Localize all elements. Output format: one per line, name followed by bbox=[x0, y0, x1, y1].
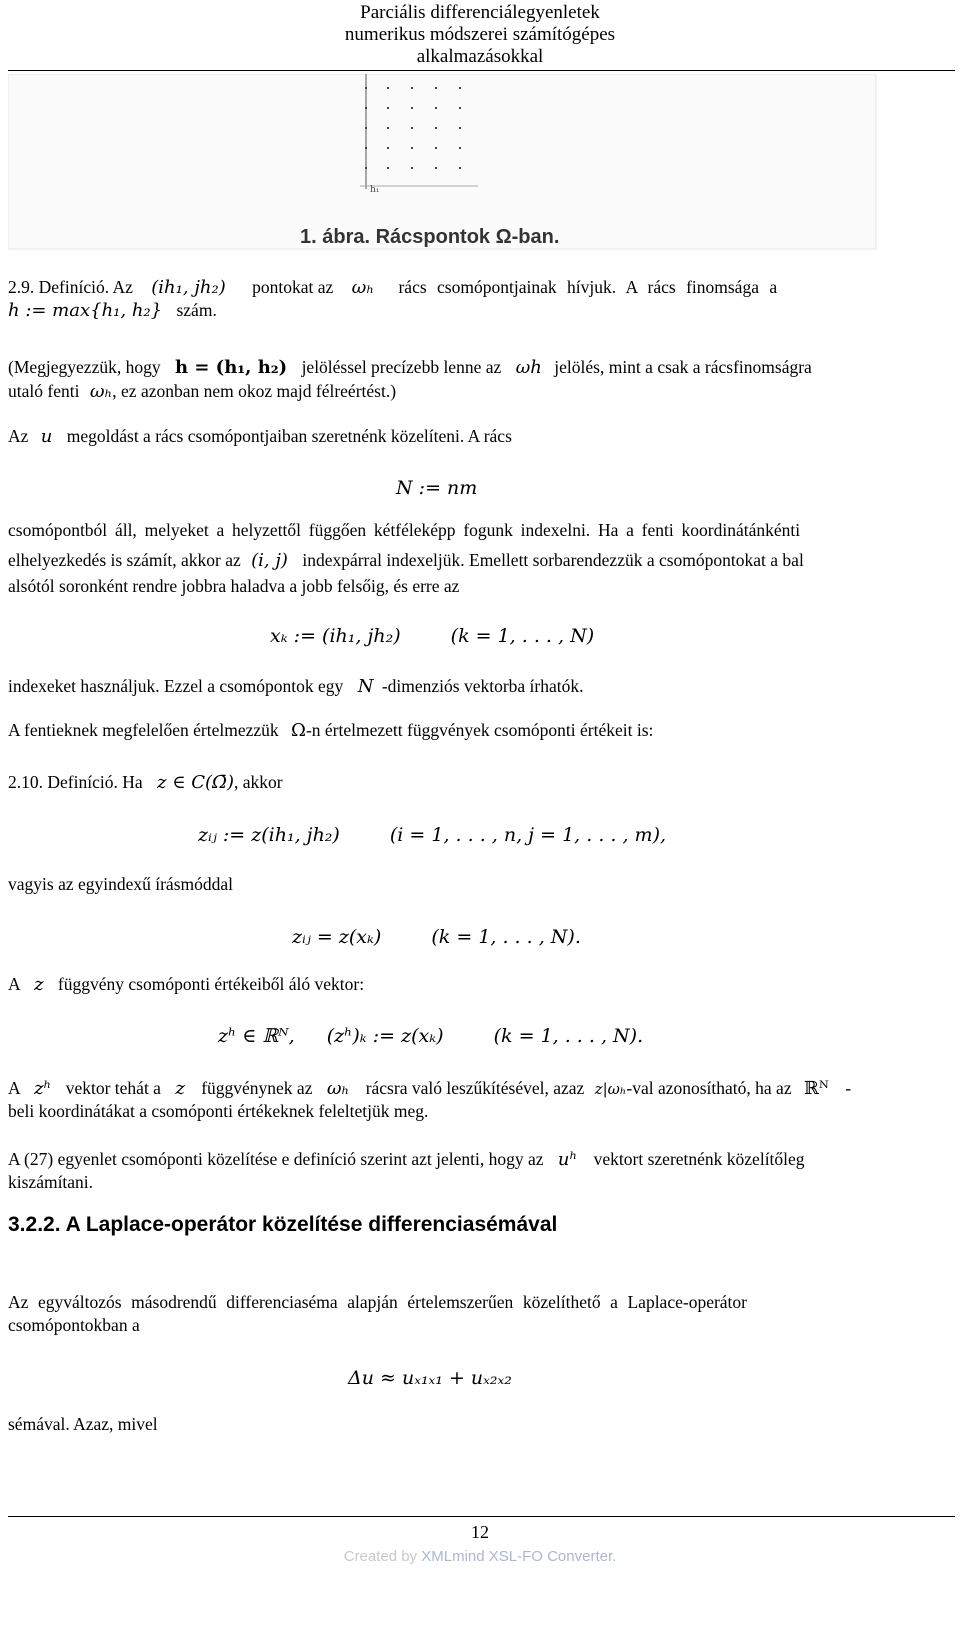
para-27-text2: vektort szeretnénk közelítőleg bbox=[593, 1149, 805, 1169]
remark-formula-h: h = (h₁, h₂) bbox=[174, 357, 288, 378]
def29-text4: szám. bbox=[176, 300, 217, 320]
equation-laplace: Δu ≈ uₓ₁ₓ₁ + uₓ₂ₓ₂ bbox=[348, 1367, 512, 1389]
para-nodes-text2a: elhelyezkedés is számít, akkor az bbox=[8, 550, 241, 570]
grid-point bbox=[365, 127, 367, 129]
grid-point bbox=[411, 107, 413, 109]
para-identify-line1 bbox=[8, 1077, 851, 1100]
para-vagyis: vagyis az egyindexű írásmóddal bbox=[8, 874, 234, 894]
footer-rule bbox=[8, 1516, 955, 1517]
equation-zij bbox=[198, 823, 666, 847]
para-nodes-line3: alsótól soronként rendre jobbra haladva a jobb felsőig, és erre az bbox=[8, 576, 460, 596]
equation-n: N := nm bbox=[396, 477, 478, 499]
para-omega-text2: -n értelmezett függvények csomóponti értékeit is: bbox=[305, 720, 654, 740]
equation-zk-lhs: zᵢⱼ = z(xₖ) bbox=[292, 926, 382, 948]
para-identify-text3: függvénynek az bbox=[201, 1078, 313, 1098]
header-title-line2: numerikus módszerei számítógépes bbox=[344, 24, 616, 45]
para-u-text2: megoldást a rács csomópontjaiban szeretnénk közelíteni. A rács bbox=[66, 426, 512, 446]
svg-text:h₁: h₁ bbox=[370, 185, 380, 195]
para-omega-formula: Ω bbox=[291, 720, 306, 741]
para-identify-text6: - bbox=[845, 1078, 852, 1098]
equation-xk-rhs: (k = 1, . . . , N) bbox=[450, 625, 595, 647]
para-vector-formula: z bbox=[34, 974, 44, 995]
grid-point bbox=[387, 127, 389, 129]
para-identify-text1: A bbox=[8, 1078, 20, 1098]
def29-text3: rács csomópontjainak hívjuk. A rács finomsága a bbox=[398, 277, 778, 297]
para-identify-line2: beli koordinátákat a csomóponti értékeknek feleltetjük meg. bbox=[8, 1101, 429, 1121]
grid-point bbox=[459, 167, 461, 169]
header-rule bbox=[8, 70, 955, 71]
para-omega-text1: A fentieknek megfelelően értelmezzük bbox=[8, 720, 279, 740]
def29-text2: pontokat az bbox=[252, 277, 334, 297]
para-nodes-line1: csomópontból áll, melyeket a helyzettől függően kétféleképp fogunk indexelni. Ha a fenti koordinátánkénti bbox=[8, 520, 801, 540]
equation-xk-lhs: xₖ := (ih₁, jh₂) bbox=[270, 625, 401, 647]
para-omega bbox=[8, 719, 653, 742]
para-identify-text2: vektor tehát a bbox=[65, 1078, 161, 1098]
remark-line2 bbox=[8, 380, 396, 403]
footer-credit-brand: XMLmind XSL-FO Converter. bbox=[421, 1548, 617, 1565]
def29-formula-h: h := max{h₁, h₂} bbox=[8, 300, 163, 321]
remark-text3: jelölés, mint a csak a rácsfinomságra bbox=[554, 357, 812, 377]
def29-line2 bbox=[8, 299, 217, 322]
grid-point bbox=[365, 107, 367, 109]
equation-zh bbox=[218, 1024, 643, 1048]
grid-point bbox=[435, 167, 437, 169]
remark-text2: jelöléssel precízebb lenne az bbox=[301, 357, 502, 377]
grid-point bbox=[435, 147, 437, 149]
para-vector-text1: A bbox=[8, 974, 20, 994]
remark-line1 bbox=[8, 356, 812, 379]
grid-point bbox=[365, 147, 367, 149]
header-title-line1: Parciális differenciálegyenletek bbox=[360, 2, 600, 23]
para-u-formula: u bbox=[40, 426, 53, 447]
equation-zk bbox=[292, 925, 581, 949]
para-identify-formula-z: z bbox=[175, 1078, 185, 1099]
grid-point bbox=[387, 147, 389, 149]
def29-formula-omega: ωₕ bbox=[351, 277, 375, 298]
def210-line bbox=[8, 771, 283, 794]
para-schema: sémával. Azaz, mivel bbox=[8, 1414, 158, 1434]
grid-point bbox=[411, 147, 413, 149]
remark-formula-omega: ωₕ bbox=[89, 381, 113, 402]
equation-zij-rhs: (i = 1, . . . , n, j = 1, . . . , m), bbox=[389, 824, 667, 846]
grid-point bbox=[387, 87, 389, 89]
para-index-text1: indexeket használjuk. Ezzel a csomópontok egy bbox=[8, 676, 344, 696]
para-identify-formula-omega: ωₕ bbox=[326, 1078, 350, 1099]
equation-zh-b: (zʰ)ₖ := z(xₖ) bbox=[326, 1025, 444, 1047]
header-title-line3: alkalmazásokkal bbox=[416, 46, 544, 67]
para-identify-text5: -val azonosítható, ha az bbox=[626, 1078, 792, 1098]
para-laplace-line1: Az egyváltozós másodrendű differenciaséma alapján értelemszerűen közelíthető a Laplace-operátor bbox=[8, 1292, 747, 1312]
page-number: 12 bbox=[471, 1522, 489, 1542]
para-u bbox=[8, 425, 512, 448]
def29-line1 bbox=[8, 276, 925, 299]
para-index-formula-n: N bbox=[357, 676, 374, 697]
def29-formula-point: (ih₁, jh₂) bbox=[151, 277, 226, 298]
para-identify-text4: rácsra való leszűkítésével, azaz bbox=[365, 1078, 585, 1098]
def210-text1: 2.10. Definíció. Ha bbox=[8, 772, 143, 792]
grid-point bbox=[411, 167, 413, 169]
grid-point bbox=[365, 167, 367, 169]
grid-point bbox=[365, 87, 367, 89]
para-nodes-text2b: indexpárral indexeljük. Emellett sorbarendezzük a csomópontokat a bal bbox=[302, 550, 804, 570]
section-heading: 3.2.2. A Laplace-operátor közelítése differenciasémával bbox=[8, 1213, 558, 1236]
para-identify-formula-zh: zʰ bbox=[34, 1078, 52, 1099]
para-27-line1 bbox=[8, 1148, 805, 1171]
para-laplace-line2: csomópontokban a bbox=[8, 1315, 140, 1335]
grid-point bbox=[435, 87, 437, 89]
para-vector-text2: függvény csomóponti értékeiből áló vektor: bbox=[57, 974, 365, 994]
equation-xk bbox=[270, 624, 594, 648]
para-identify-formula-rn: ℝᴺ bbox=[803, 1078, 829, 1099]
equation-zij-lhs: zᵢⱼ := z(ih₁, jh₂) bbox=[198, 824, 340, 846]
def29-lead: 2.9. Definíció. Az bbox=[8, 277, 133, 297]
grid-point bbox=[459, 127, 461, 129]
para-27-line2: kiszámítani. bbox=[8, 1172, 94, 1192]
remark-text1: (Megjegyezzük, hogy bbox=[8, 357, 161, 377]
equation-zh-a: zʰ ∈ ℝᴺ, bbox=[218, 1025, 295, 1047]
remark-text4: utaló fenti bbox=[8, 381, 80, 401]
para-index bbox=[8, 675, 584, 698]
grid-point bbox=[435, 107, 437, 109]
equation-zk-rhs: (k = 1, . . . , N). bbox=[431, 926, 581, 948]
grid-point bbox=[459, 107, 461, 109]
grid-point bbox=[459, 147, 461, 149]
grid-point bbox=[411, 87, 413, 89]
grid-point bbox=[387, 167, 389, 169]
para-vector bbox=[8, 973, 364, 996]
para-27-formula: uʰ bbox=[557, 1149, 578, 1170]
grid-point bbox=[435, 127, 437, 129]
para-nodes-line2 bbox=[8, 549, 804, 572]
footer-credit bbox=[0, 1548, 960, 1565]
remark-formula-omega-bold: ωh bbox=[515, 357, 542, 378]
figure-caption: 1. ábra. Rácspontok Ω-ban. bbox=[300, 226, 560, 248]
footer-credit-prefix: Created by bbox=[343, 1548, 418, 1565]
grid-point bbox=[459, 87, 461, 89]
para-27-text1: A (27) egyenlet csomóponti közelítése e definíció szerint azt jelenti, hogy az bbox=[8, 1149, 544, 1169]
equation-zh-c: (k = 1, . . . , N). bbox=[493, 1025, 644, 1047]
para-index-text2: -dimenziós vektorba írhatók. bbox=[381, 676, 584, 696]
def210-text2: , akkor bbox=[234, 772, 283, 792]
grid-point bbox=[411, 127, 413, 129]
remark-text5: , ez azonban nem okoz majd félreértést.) bbox=[112, 381, 397, 401]
para-u-text1: Az bbox=[8, 426, 29, 446]
grid-point bbox=[387, 107, 389, 109]
para-identify-formula-restrict: z|ωₕ bbox=[594, 1080, 627, 1098]
def210-formula: z ∈ C(Ω̄) bbox=[157, 772, 234, 793]
para-nodes-formula-ij: (i, j) bbox=[251, 550, 288, 571]
